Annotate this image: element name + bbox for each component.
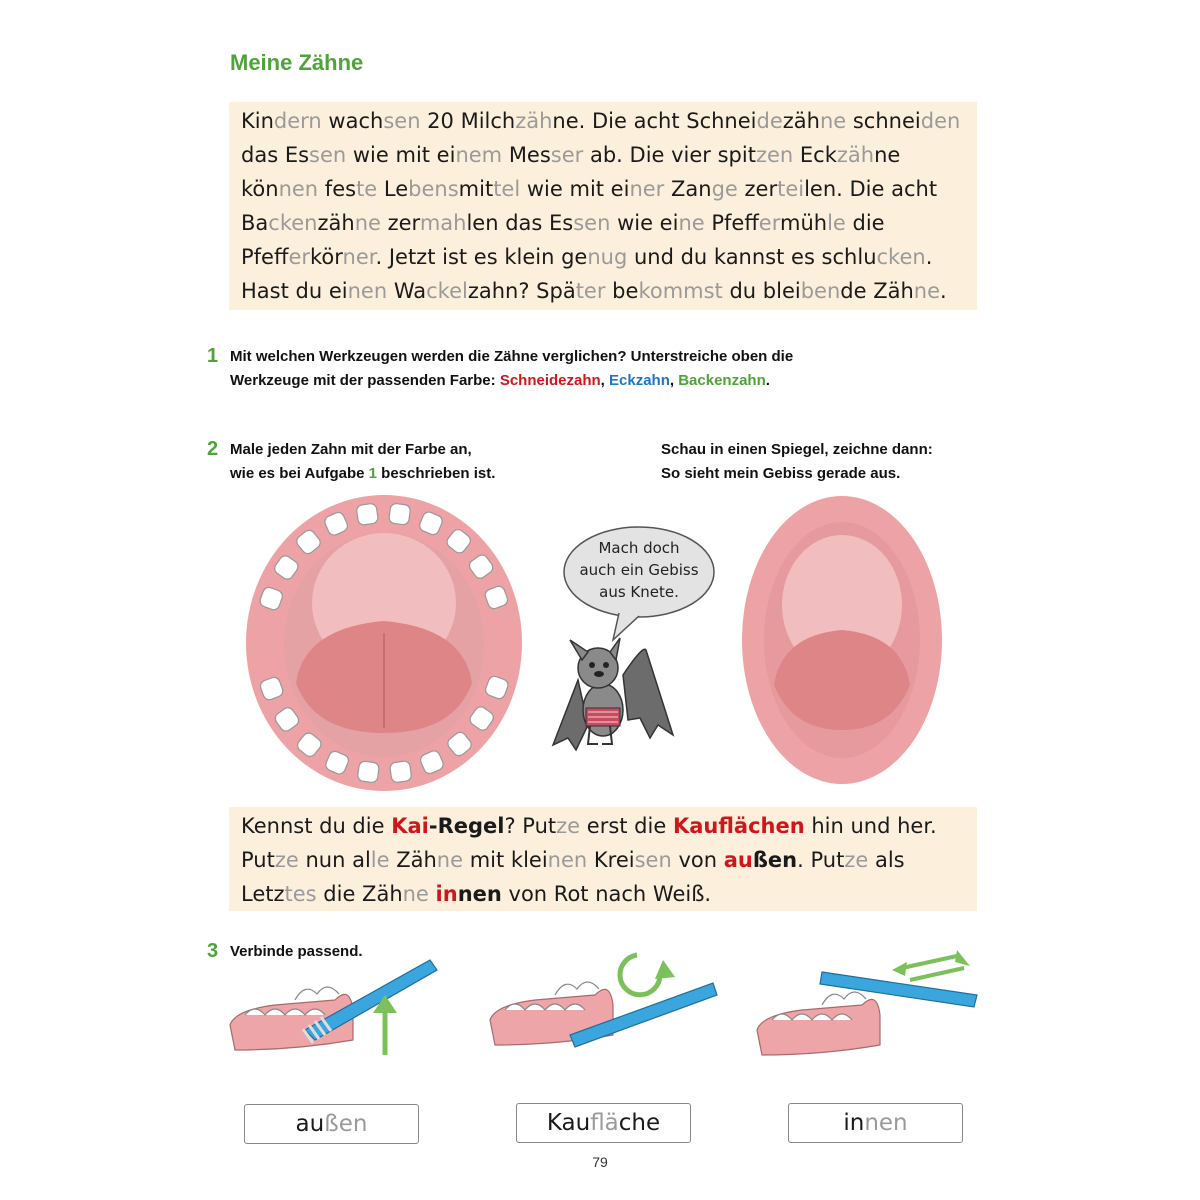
separator: , <box>600 372 610 389</box>
syllable: ben <box>800 279 841 303</box>
syllable: len. Die acht <box>804 177 938 201</box>
syllable: kör <box>310 245 343 269</box>
syllable: von Rot nach Weiß. <box>501 882 712 906</box>
syllable: . <box>925 245 933 269</box>
syllable: mah <box>419 211 467 235</box>
text-line <box>241 240 960 274</box>
task-2-left-line2-suffix: beschrieben ist. <box>377 465 496 482</box>
brushing-illustration-chewing-surface[interactable] <box>485 935 725 1055</box>
text-line <box>241 877 937 911</box>
syllable: ne <box>678 211 705 235</box>
syllable: schnei <box>846 109 921 133</box>
syllable: au <box>295 1111 325 1137</box>
text-line <box>241 172 960 206</box>
text-line <box>241 809 937 843</box>
syllable: ? Put <box>504 814 557 838</box>
syllable: Eck <box>793 143 837 167</box>
syllable: sen <box>634 848 672 872</box>
syllable: in <box>843 1110 865 1136</box>
syllable: Kennst du die <box>241 814 392 838</box>
eckzahn-label: Eckzahn <box>609 372 670 389</box>
syllable: ze <box>556 814 581 838</box>
syllable: nen <box>457 882 502 906</box>
syllable: che <box>618 1110 661 1136</box>
syllable: zen <box>755 143 794 167</box>
syllable: . Jetzt ist es klein ge <box>375 245 588 269</box>
syllable: zahn? Spä <box>467 279 576 303</box>
syllable: als <box>868 848 905 872</box>
task-1-instruction <box>230 345 793 393</box>
syllable: tes <box>284 882 317 906</box>
syllable: ne <box>402 882 429 906</box>
syllable: Ba <box>241 211 269 235</box>
tooth[interactable] <box>388 503 410 525</box>
toothbrush-icon <box>305 960 437 1040</box>
syllable: Krei <box>587 848 635 872</box>
syllable: mit klei <box>463 848 548 872</box>
syllable: und du kannst es schlu <box>627 245 877 269</box>
double-arrow-icon <box>902 956 964 980</box>
kai-rule-paragraph <box>241 809 937 911</box>
syllable: ge <box>711 177 738 201</box>
syllable: nem <box>455 143 503 167</box>
syllable: Letz <box>241 882 285 906</box>
syllable: Kin <box>241 109 274 133</box>
syllable: flä <box>590 1110 619 1136</box>
syllable: ner <box>342 245 376 269</box>
task-2-number: 2 <box>207 438 219 460</box>
syllable: nen <box>347 279 388 303</box>
syllable: sen <box>309 143 347 167</box>
syllable: mit <box>458 177 494 201</box>
syllable: Wa <box>387 279 427 303</box>
word-box-aussen[interactable] <box>244 1104 419 1144</box>
syllable: zer <box>380 211 420 235</box>
syllable: fer <box>288 245 311 269</box>
task-2-left-line2 <box>230 462 495 486</box>
syllable: ne <box>436 848 464 872</box>
speech-line: Mach doch <box>598 539 680 557</box>
syllable: ter <box>575 279 606 303</box>
syllable: in <box>435 882 458 906</box>
syllable: te <box>356 177 378 201</box>
syllable: Kai <box>391 814 429 838</box>
syllable: wach <box>321 109 384 133</box>
syllable: -Regel <box>428 814 505 838</box>
speech-bubble-text <box>561 537 717 603</box>
syllable: fes <box>318 177 357 201</box>
syllable: . <box>940 279 947 303</box>
syllable: sen <box>383 109 421 133</box>
syllable: . Put <box>797 848 845 872</box>
syllable: ne. Die acht Schnei <box>552 109 757 133</box>
syllable: len das Es <box>466 211 574 235</box>
syllable: Pfef <box>241 245 289 269</box>
task-2-right-instruction <box>661 438 933 486</box>
page-number: 79 <box>592 1154 608 1170</box>
task-1-line2 <box>230 369 793 393</box>
separator: , <box>669 372 679 389</box>
syllable: de Zäh <box>840 279 914 303</box>
task-2-left-line1: Male jeden Zahn mit der Farbe an, <box>230 441 472 458</box>
word-box-kauflaeche[interactable] <box>516 1103 691 1143</box>
task-2-right-line2: So sieht mein Gebiss gerade aus. <box>661 465 901 482</box>
syllable: cken <box>876 245 926 269</box>
syllable: Kauflächen <box>672 814 805 838</box>
syllable: du blei <box>722 279 801 303</box>
task-2-left-line2-prefix: wie es bei Aufgabe <box>230 465 369 482</box>
syllable: zer <box>737 177 778 201</box>
syllable: ner <box>629 177 665 201</box>
syllable: zäh <box>836 143 875 167</box>
mouth-with-teeth-illustration[interactable] <box>244 493 524 793</box>
syllable: wie mit ei <box>520 177 630 201</box>
syllable: Put <box>241 848 275 872</box>
task-1-line2-prefix: Werkzeuge mit der passenden Farbe: <box>230 372 500 389</box>
syllable: Hast du ei <box>241 279 348 303</box>
text-line <box>241 274 960 308</box>
syllable: nun al <box>298 848 371 872</box>
task-3-instruction: Verbinde passend. <box>230 943 363 960</box>
bat-icon <box>548 630 678 760</box>
syllable: Zäh <box>389 848 437 872</box>
syllable: müh <box>779 211 828 235</box>
syllable: ne <box>354 211 381 235</box>
syllable: Mes <box>502 143 551 167</box>
syllable: cken <box>268 211 318 235</box>
page-title: Meine Zähne <box>230 50 364 75</box>
task-1-number: 1 <box>207 345 219 367</box>
word-box-innen[interactable] <box>788 1103 963 1143</box>
syllable: die <box>845 211 885 235</box>
backenzahn-label: Backenzahn <box>678 372 766 389</box>
tooth[interactable] <box>389 760 412 783</box>
task-2-right-line1: Schau in einen Spiegel, zeichne dann: <box>661 441 933 458</box>
syllable: le <box>370 848 390 872</box>
syllable: Kau <box>546 1110 591 1136</box>
syllable: Le <box>377 177 409 201</box>
syllable: tei <box>777 177 805 201</box>
syllable: nug <box>587 245 628 269</box>
syllable: zäh <box>515 109 553 133</box>
syllable: ßen <box>752 848 798 872</box>
text-line <box>241 206 960 240</box>
syllable: 20 Milch <box>420 109 516 133</box>
intro-paragraph <box>241 104 960 308</box>
task-ref-number: 1 <box>368 465 377 482</box>
syllable: sen <box>573 211 611 235</box>
syllable: ze <box>274 848 299 872</box>
syllable: von <box>671 848 724 872</box>
syllable: kommst <box>638 279 723 303</box>
syllable: erst die <box>580 814 673 838</box>
syllable: wie ei <box>610 211 679 235</box>
empty-mouth-drawing-area[interactable] <box>742 495 942 785</box>
syllable: ne <box>819 109 847 133</box>
syllable: ßen <box>324 1111 368 1137</box>
syllable: dern <box>273 109 322 133</box>
syllable: zäh <box>317 211 355 235</box>
syllable: ne <box>913 279 941 303</box>
syllable: bens <box>408 177 459 201</box>
syllable: le <box>827 211 846 235</box>
schneidezahn-label: Schneidezahn <box>499 372 601 389</box>
tooth[interactable] <box>356 503 379 526</box>
syllable: de <box>756 109 783 133</box>
syllable: die Zäh <box>316 882 403 906</box>
syllable: den <box>920 109 961 133</box>
tooth[interactable] <box>357 761 379 783</box>
task-3-number: 3 <box>207 940 219 962</box>
speech-line: aus Knete. <box>599 583 679 601</box>
rotate-arrow-icon <box>620 955 660 995</box>
syllable: Zan <box>664 177 712 201</box>
text-line <box>241 104 960 138</box>
syllable: be <box>605 279 639 303</box>
syllable: ze <box>844 848 869 872</box>
syllable: nen <box>864 1110 908 1136</box>
syllable: nen <box>278 177 319 201</box>
text-line <box>241 843 937 877</box>
syllable: ne <box>874 143 901 167</box>
brushing-illustration-inside[interactable] <box>752 950 982 1070</box>
syllable: Pfef <box>704 211 759 235</box>
syllable: tel <box>493 177 521 201</box>
syllable: hin und her. <box>804 814 937 838</box>
syllable: wie mit ei <box>346 143 456 167</box>
syllable: ckel <box>426 279 468 303</box>
syllable: nen <box>547 848 588 872</box>
syllable: kön <box>241 177 279 201</box>
task-1-line1: Mit welchen Werkzeugen werden die Zähne verglichen? Unterstreiche oben die <box>230 348 794 365</box>
period: . <box>765 372 770 389</box>
task-2-left-instruction <box>230 438 495 486</box>
syllable: au <box>723 848 753 872</box>
brushing-illustration-outside[interactable] <box>225 955 455 1065</box>
speech-line: auch ein Gebiss <box>579 561 699 579</box>
syllable: ab. Die vier spit <box>583 143 756 167</box>
syllable <box>429 882 436 906</box>
syllable: ser <box>550 143 584 167</box>
text-line <box>241 138 960 172</box>
syllable: das Es <box>241 143 310 167</box>
syllable: fer <box>758 211 780 235</box>
syllable: zäh <box>782 109 820 133</box>
